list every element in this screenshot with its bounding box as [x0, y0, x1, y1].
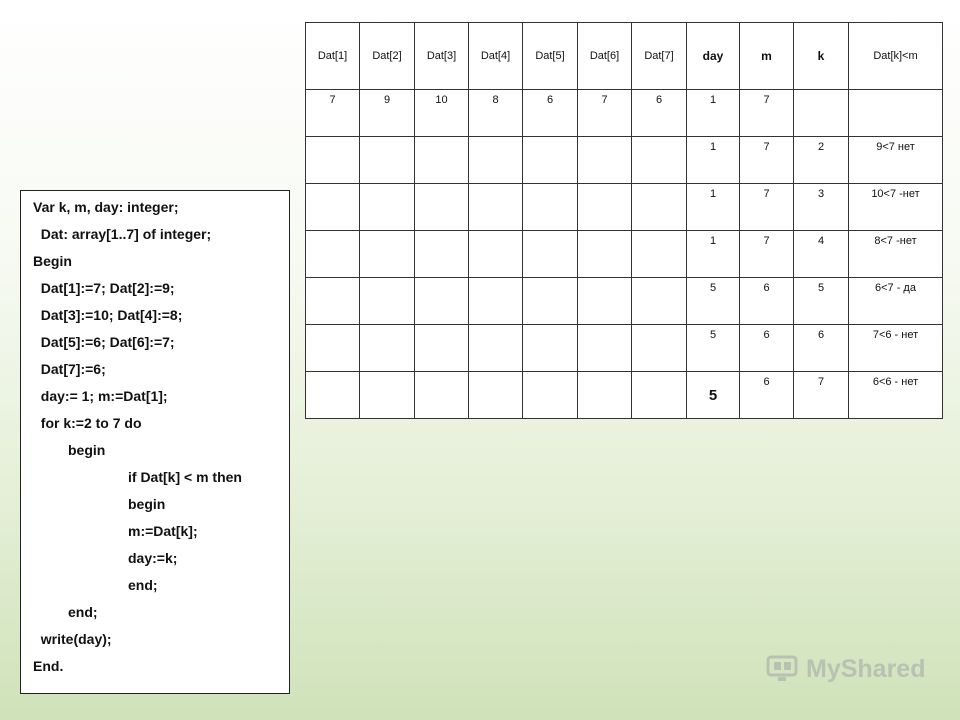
- table-cell: 1: [687, 184, 740, 231]
- table-row: [306, 372, 943, 419]
- table-cell: [578, 325, 632, 372]
- header-cell: Dat[k]<m: [849, 23, 943, 90]
- table-cell: 10: [415, 90, 469, 137]
- table-cell: 6<6 - нет: [849, 372, 943, 419]
- table-cell: [306, 231, 360, 278]
- table-cell: [469, 184, 523, 231]
- code-line: Dat[5]:=6; Dat[6]:=7;: [33, 334, 175, 350]
- watermark-logo: [766, 654, 925, 684]
- header-cell: Dat[1]: [306, 23, 360, 90]
- code-line: End.: [33, 658, 64, 674]
- table-cell: [306, 184, 360, 231]
- table-row: [306, 137, 943, 184]
- table-cell: [360, 372, 415, 419]
- table-cell: 5: [794, 278, 849, 325]
- table-cell: [578, 184, 632, 231]
- table-cell: [578, 278, 632, 325]
- header-cell: Dat[2]: [360, 23, 415, 90]
- code-line: begin: [68, 442, 106, 458]
- table-row: [306, 325, 943, 372]
- table-row: [306, 231, 943, 278]
- code-line: Var k, m, day: integer;: [33, 199, 179, 215]
- table-cell: [360, 184, 415, 231]
- watermark-text: MyShared: [806, 654, 926, 683]
- table-cell: 6: [740, 325, 794, 372]
- result-day-cell: 5: [687, 372, 740, 419]
- code-line: begin: [128, 496, 166, 512]
- table-row: [306, 278, 943, 325]
- code-line: end;: [128, 577, 158, 593]
- table-cell: [523, 372, 578, 419]
- table-cell: [849, 90, 943, 137]
- table-cell: 1: [687, 137, 740, 184]
- table-cell: 5: [687, 325, 740, 372]
- code-line: Dat[7]:=6;: [33, 361, 106, 377]
- table-cell: [360, 231, 415, 278]
- table-cell: [632, 278, 687, 325]
- table-cell: [469, 231, 523, 278]
- header-cell: Dat[6]: [578, 23, 632, 90]
- table-cell: [415, 278, 469, 325]
- table-cell: 6: [740, 278, 794, 325]
- code-line: Dat: array[1..7] of integer;: [33, 226, 212, 242]
- table-cell: [578, 137, 632, 184]
- table-cell: [306, 278, 360, 325]
- table-cell: 8: [469, 90, 523, 137]
- table-cell: [578, 231, 632, 278]
- table-cell: 9: [360, 90, 415, 137]
- table-cell: 6<7 - да: [849, 278, 943, 325]
- code-line: if Dat[k] < m then: [128, 469, 242, 485]
- code-line: day:=k;: [128, 550, 178, 566]
- table-cell: 7: [578, 90, 632, 137]
- table-cell: 10<7 -нет: [849, 184, 943, 231]
- code-line: end;: [68, 604, 98, 620]
- table-cell: 6: [632, 90, 687, 137]
- table-cell: [469, 137, 523, 184]
- header-cell: k: [794, 23, 849, 90]
- table-cell: 8<7 -нет: [849, 231, 943, 278]
- table-cell: 7: [740, 137, 794, 184]
- table-cell: 3: [794, 184, 849, 231]
- table-cell: 4: [794, 231, 849, 278]
- table-cell: [360, 137, 415, 184]
- table-cell: 6: [523, 90, 578, 137]
- code-line: for k:=2 to 7 do: [33, 415, 142, 431]
- table-cell: 7<6 - нет: [849, 325, 943, 372]
- table-cell: [360, 278, 415, 325]
- table-cell: [415, 231, 469, 278]
- code-listing: [20, 190, 290, 694]
- table-cell: [632, 372, 687, 419]
- table-cell: [306, 137, 360, 184]
- table-cell: 7: [306, 90, 360, 137]
- code-line: write(day);: [33, 631, 112, 647]
- table-cell: [415, 184, 469, 231]
- header-cell: m: [740, 23, 794, 90]
- table-cell: 2: [794, 137, 849, 184]
- table-cell: [523, 325, 578, 372]
- table-row: [306, 90, 943, 137]
- table-cell: 7: [794, 372, 849, 419]
- table-cell: [523, 231, 578, 278]
- table-cell: [578, 372, 632, 419]
- table-cell: [306, 372, 360, 419]
- table-cell: [523, 137, 578, 184]
- table-cell: [632, 184, 687, 231]
- header-cell: day: [687, 23, 740, 90]
- table-cell: [469, 325, 523, 372]
- table-cell: [469, 278, 523, 325]
- table-cell: [523, 278, 578, 325]
- code-line: Begin: [33, 253, 72, 269]
- table-row: [306, 184, 943, 231]
- table-cell: [469, 372, 523, 419]
- table-cell: [523, 184, 578, 231]
- table-cell: [632, 231, 687, 278]
- table-header-row: [306, 23, 943, 90]
- table-cell: [794, 90, 849, 137]
- table-cell: 7: [740, 231, 794, 278]
- header-cell: Dat[4]: [469, 23, 523, 90]
- code-line: day:= 1; m:=Dat[1];: [33, 388, 168, 404]
- code-line: Dat[1]:=7; Dat[2]:=9;: [33, 280, 175, 296]
- table-cell: 7: [740, 184, 794, 231]
- header-cell: Dat[5]: [523, 23, 578, 90]
- table-cell: [360, 325, 415, 372]
- table-cell: 5: [687, 278, 740, 325]
- table-cell: [632, 137, 687, 184]
- table-cell: [415, 137, 469, 184]
- header-cell: Dat[7]: [632, 23, 687, 90]
- header-cell: Dat[3]: [415, 23, 469, 90]
- monitor-icon: [766, 654, 802, 684]
- table-cell: 1: [687, 231, 740, 278]
- table-cell: 6: [740, 372, 794, 419]
- table-cell: [632, 325, 687, 372]
- table-cell: 1: [687, 90, 740, 137]
- table-cell: [306, 325, 360, 372]
- table-cell: 7: [740, 90, 794, 137]
- table-cell: [415, 372, 469, 419]
- table-cell: 9<7 нет: [849, 137, 943, 184]
- code-line: m:=Dat[k];: [128, 523, 198, 539]
- code-line: Dat[3]:=10; Dat[4]:=8;: [33, 307, 183, 323]
- trace-table: [305, 22, 943, 419]
- table-cell: [415, 325, 469, 372]
- table-cell: 6: [794, 325, 849, 372]
